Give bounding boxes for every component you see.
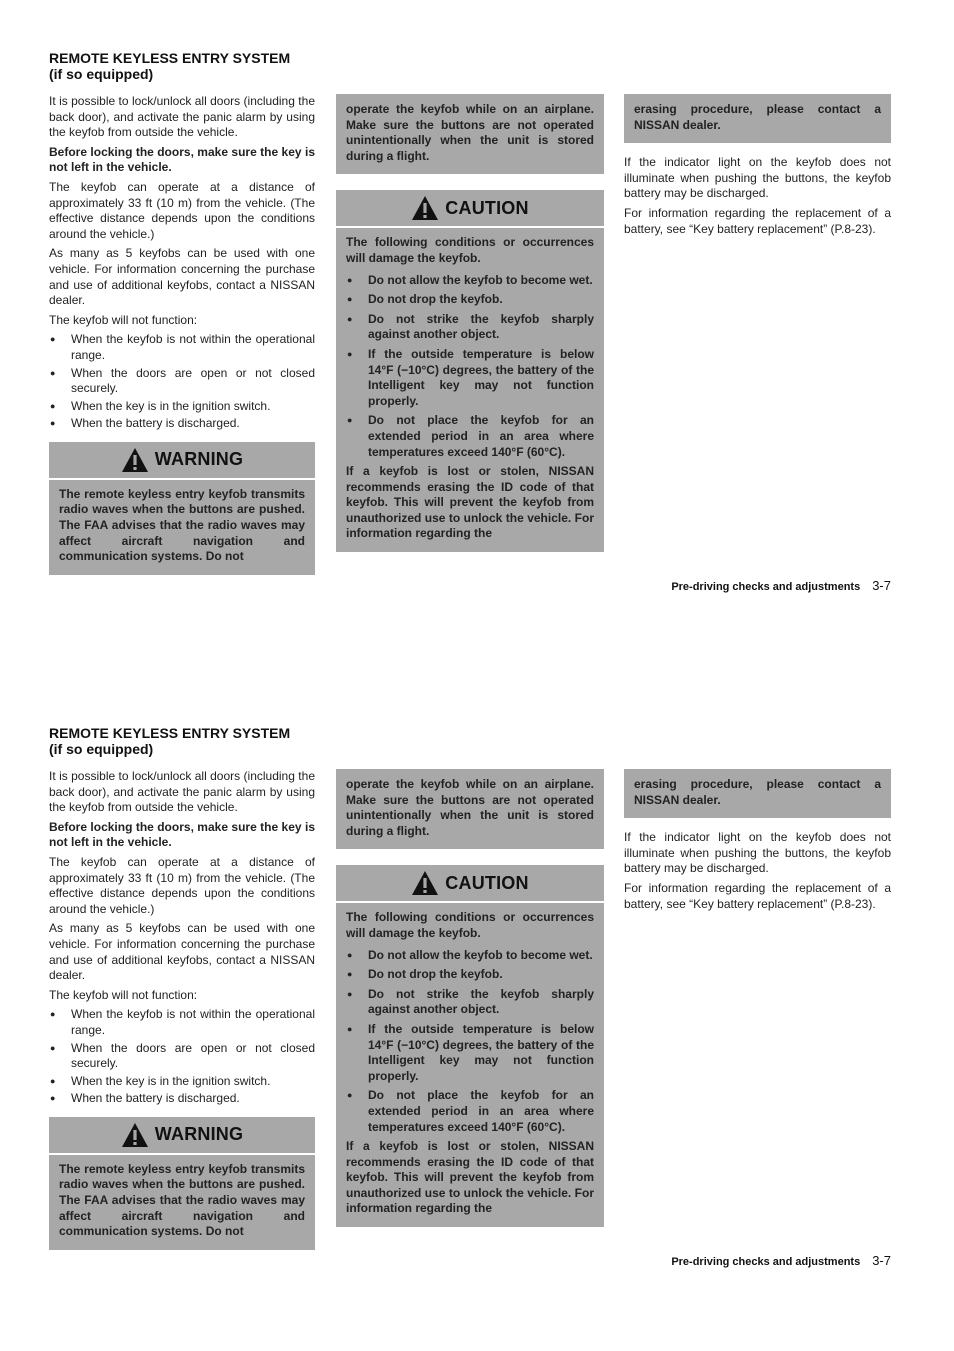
- warning-title: WARNING: [154, 1124, 244, 1145]
- caution-title: CAUTION: [445, 872, 529, 893]
- range-paragraph: The keyfob can operate at a distance of approximately 33 ft (10 m) from the vehicle. (The effective distance depends upon the conditions around the vehicle.): [49, 179, 315, 241]
- caution-header: [336, 190, 604, 226]
- warning-triangle-icon: [121, 1122, 149, 1148]
- list-item: ● When the battery is discharged.: [50, 1091, 240, 1106]
- warning-body: [49, 1155, 315, 1250]
- warning-header: [49, 442, 315, 478]
- warning-box: [49, 442, 315, 575]
- list-item: ● Do not drop the keyfob.: [347, 292, 503, 307]
- caution-intro: The following conditions or occurrences will damage the keyfob.: [346, 910, 594, 940]
- list-item: ● Do not strike the keyfob sharply against another object.: [347, 311, 594, 342]
- warning-continuation-text: operate the keyfob while on an airplane. Make sure the buttons are not operated unintentionally when the unit is stored during a flight.: [346, 777, 594, 838]
- list-item: ● If the outside temperature is below 14°F (−10°C) degrees, the battery of the Intelligent key may not function properly.: [347, 1021, 594, 1083]
- bullet-icon: ●: [50, 1009, 56, 1020]
- range-paragraph: The keyfob can operate at a distance of approximately 33 ft (10 m) from the vehicle. (The effective distance depends upon the conditions around the vehicle.): [49, 854, 315, 916]
- not-function-intro: The keyfob will not function:: [49, 987, 198, 1002]
- warning-box: [49, 1117, 315, 1250]
- warning-continuation-box: [336, 769, 604, 849]
- column-right: [624, 769, 891, 916]
- bullet-icon: ●: [50, 367, 56, 378]
- caution-body: [336, 228, 604, 552]
- caution-continuation-text: erasing procedure, please contact a NISSAN dealer.: [634, 102, 881, 132]
- bullet-icon: ●: [347, 348, 353, 359]
- not-function-intro: The keyfob will not function:: [49, 312, 198, 327]
- caution-body: [336, 903, 604, 1227]
- bullet-icon: ●: [347, 949, 353, 960]
- battery-info: [624, 155, 891, 237]
- list-item: ● When the battery is discharged.: [50, 416, 240, 431]
- caution-continuation-box: [624, 94, 891, 143]
- caution-box: [336, 865, 604, 1227]
- not-function-list: [49, 332, 315, 432]
- caution-list: [346, 948, 594, 1136]
- indicator-paragraph: If the indicator light on the keyfob does not illuminate when pushing the buttons, the keyfob battery may be discharged.: [624, 830, 891, 876]
- column-left: [49, 50, 315, 575]
- list-item: ● Do not allow the keyfob to become wet.: [347, 272, 593, 287]
- bullet-icon: ●: [50, 1075, 56, 1086]
- intro-paragraph: It is possible to lock/unlock all doors (including the back door), and activate the panic alarm by using the keyfob from outside the vehicle.: [49, 769, 315, 815]
- lock-notice: Before locking the doors, make sure the key is not left in the vehicle.: [49, 819, 315, 850]
- bullet-icon: ●: [347, 415, 353, 426]
- page-footer: [671, 578, 891, 593]
- column-left: [49, 725, 315, 1250]
- list-item: ● When the keyfob is not within the operational range.: [50, 332, 315, 362]
- not-function-list: [49, 1007, 315, 1107]
- list-item: ● If the outside temperature is below 14°F (−10°C) degrees, the battery of the Intelligent key may not function properly.: [347, 346, 594, 408]
- column-middle: [336, 94, 604, 552]
- page-number: 3-7: [872, 1253, 891, 1268]
- indicator-paragraph: If the indicator light on the keyfob does not illuminate when pushing the buttons, the keyfob battery may be discharged.: [624, 155, 891, 201]
- keyfob-count-paragraph: As many as 5 keyfobs can be used with one vehicle. For information concerning the purchase and use of additional keyfobs, contact a NISSAN dealer.: [49, 921, 315, 983]
- bullet-icon: ●: [50, 334, 56, 345]
- bullet-icon: ●: [347, 969, 353, 980]
- list-item: ● When the keyfob is not within the operational range.: [50, 1007, 315, 1037]
- caution-triangle-icon: [411, 195, 439, 221]
- caution-continuation-box: [624, 769, 891, 818]
- caution-intro: The following conditions or occurrences will damage the keyfob.: [346, 235, 594, 265]
- bullet-icon: ●: [50, 400, 56, 411]
- footer-section-title: Pre-driving checks and adjustments: [671, 581, 861, 593]
- bullet-icon: ●: [347, 294, 353, 305]
- warning-triangle-icon: [121, 447, 149, 473]
- footer-section-title: Pre-driving checks and adjustments: [671, 1256, 861, 1268]
- warning-body: [49, 480, 315, 575]
- warning-continuation-text: operate the keyfob while on an airplane. Make sure the buttons are not operated unintentionally when the unit is stored during a flight.: [346, 102, 594, 163]
- page-number: 3-7: [872, 578, 891, 593]
- caution-list: [346, 273, 594, 461]
- column-middle: [336, 769, 604, 1227]
- manual-page-bottom: [0, 675, 954, 1351]
- bullet-icon: ●: [50, 1042, 56, 1053]
- caution-continuation-text: erasing procedure, please contact a NISSAN dealer.: [634, 777, 881, 807]
- caution-header: [336, 865, 604, 901]
- keyfob-count-paragraph: As many as 5 keyfobs can be used with one vehicle. For information concerning the purchase and use of additional keyfobs, contact a NISSAN dealer.: [49, 246, 315, 308]
- battery-info: [624, 830, 891, 912]
- section-heading: REMOTE KEYLESS ENTRY SYSTEM (if so equipped): [49, 725, 291, 757]
- list-item: ● Do not drop the keyfob.: [347, 967, 503, 982]
- list-item: ● When the key is in the ignition switch.: [50, 398, 271, 413]
- caution-closing: If a keyfob is lost or stolen, NISSAN recommends erasing the ID code of that keyfob. This will prevent the keyfob from unauthorized use to unlock the vehicle. For information regarding the: [346, 464, 594, 541]
- warning-title: WARNING: [154, 449, 244, 470]
- list-item: ● When the doors are open or not closed securely.: [50, 1040, 315, 1071]
- intro-paragraph: It is possible to lock/unlock all doors (including the back door), and activate the panic alarm by using the keyfob from outside the vehicle.: [49, 94, 315, 140]
- list-item: ● Do not place the keyfob for an extended period in an area where temperatures exceed 140°F (60°C).: [347, 413, 594, 459]
- warning-text: The remote keyless entry keyfob transmits radio waves when the buttons are pushed. The FAA advises that the radio waves may affect aircraft navigation and communication systems. Do not: [59, 1161, 305, 1239]
- caution-title: CAUTION: [445, 197, 529, 218]
- warning-text: The remote keyless entry keyfob transmits radio waves when the buttons are pushed. The FAA advises that the radio waves may affect aircraft navigation and communication systems. Do not: [59, 486, 305, 564]
- caution-box: [336, 190, 604, 552]
- battery-replacement-paragraph: For information regarding the replacement of a battery, see “Key battery replacement” (P.8-23).: [624, 880, 891, 911]
- bullet-icon: ●: [347, 1023, 353, 1034]
- caution-closing: If a keyfob is lost or stolen, NISSAN recommends erasing the ID code of that keyfob. This will prevent the keyfob from unauthorized use to unlock the vehicle. For information regarding the: [346, 1139, 594, 1216]
- list-item: ● Do not place the keyfob for an extended period in an area where temperatures exceed 140°F (60°C).: [347, 1088, 594, 1134]
- bullet-icon: ●: [347, 988, 353, 999]
- list-item: ● When the doors are open or not closed securely.: [50, 365, 315, 396]
- page-footer: [671, 1253, 891, 1268]
- warning-header: [49, 1117, 315, 1153]
- lock-notice: Before locking the doors, make sure the key is not left in the vehicle.: [49, 144, 315, 175]
- bullet-icon: ●: [347, 274, 353, 285]
- caution-triangle-icon: [411, 870, 439, 896]
- list-item: ● Do not strike the keyfob sharply against another object.: [347, 986, 594, 1017]
- bullet-icon: ●: [347, 1090, 353, 1101]
- section-heading: REMOTE KEYLESS ENTRY SYSTEM (if so equipped): [49, 50, 291, 82]
- bullet-icon: ●: [50, 418, 56, 429]
- bullet-icon: ●: [50, 1093, 56, 1104]
- list-item: ● When the key is in the ignition switch.: [50, 1073, 271, 1088]
- warning-continuation-box: [336, 94, 604, 174]
- bullet-icon: ●: [347, 313, 353, 324]
- list-item: ● Do not allow the keyfob to become wet.: [347, 947, 593, 962]
- column-right: [624, 94, 891, 241]
- battery-replacement-paragraph: For information regarding the replacement of a battery, see “Key battery replacement” (P.8-23).: [624, 205, 891, 236]
